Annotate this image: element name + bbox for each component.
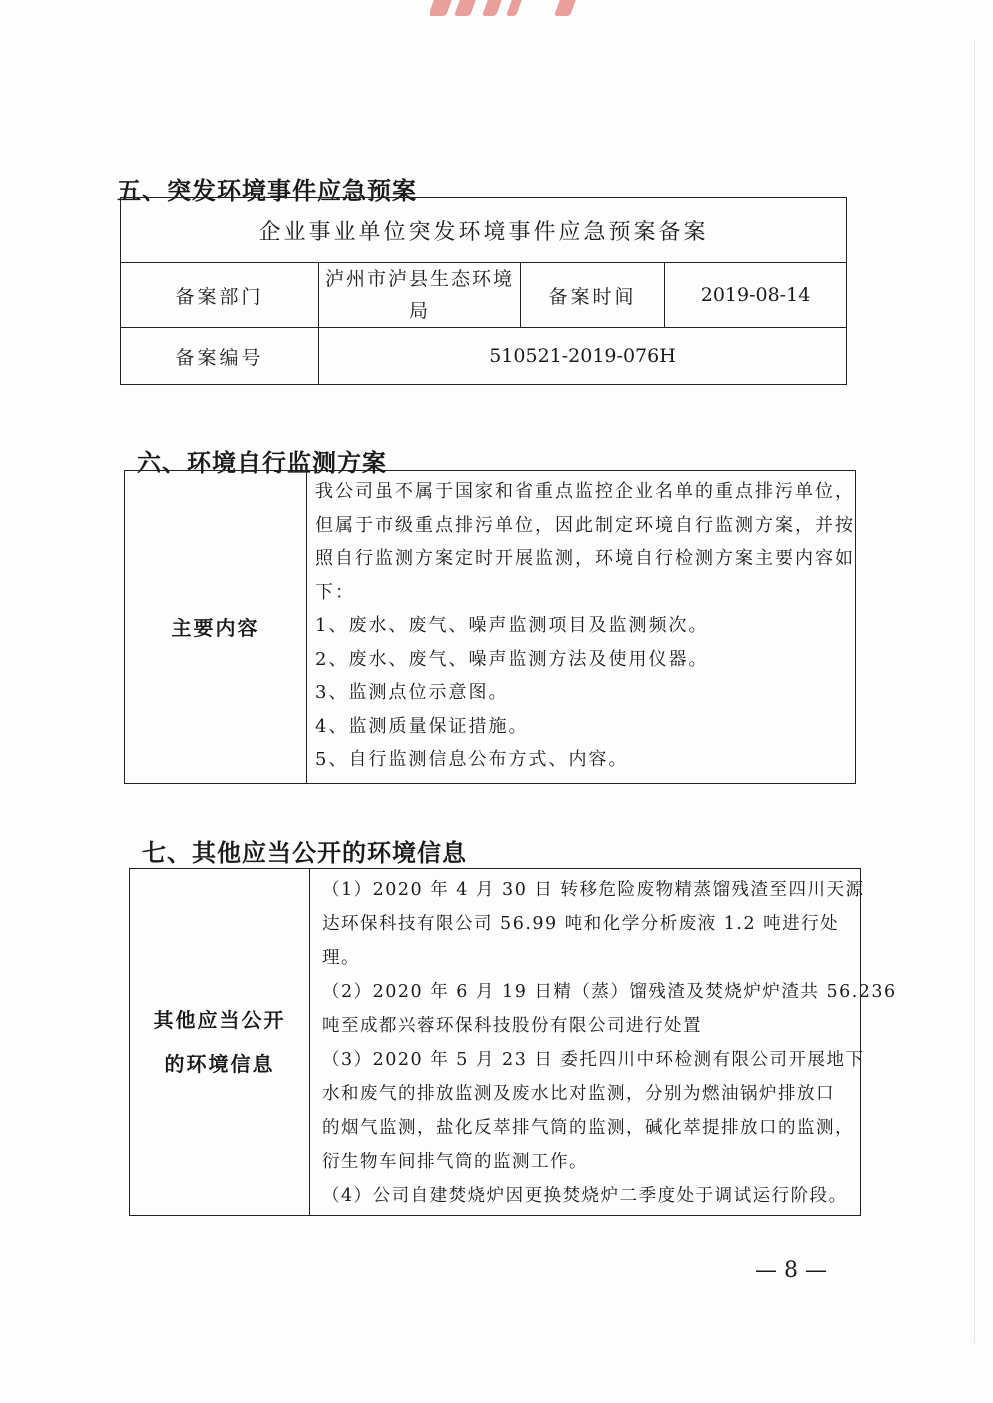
self-monitoring-table [124,470,856,784]
filing-dept-value: 泸州市泸县生态环境 局 [319,263,521,328]
red-seal-fragment [430,0,590,22]
other-info-label: 其他应当公开 的环境信息 [130,869,310,1216]
section-6-heading: 六、环境自行监测方案 [137,449,387,477]
other-info-line: 水和废气的排放监测及废水比对监测，分别为燃油锅炉排放口 [322,1084,835,1104]
monitoring-line: 我公司虽不属于国家和省重点监控企业名单的重点排污单位， [315,481,855,502]
monitoring-content [307,471,856,784]
monitoring-label: 主要内容 [125,471,307,784]
other-info-line: （1）2020 年 4 月 30 日 转移危险废物精蒸馏残渣至四川天源 [322,880,865,900]
monitoring-line: 照自行监测方案定时开展监测，环境自行检测方案主要内容如 [315,548,855,569]
monitoring-line: 5、自行监测信息公布方式、内容。 [315,749,629,770]
filing-dept-label: 备案部门 [121,263,319,328]
monitoring-line: 但属于市级重点排污单位，因此制定环境自行监测方案，并按 [315,514,855,536]
filing-number-label: 备案编号 [121,328,319,385]
other-info-line: 的烟气监测，盐化反萃排气筒的监测，碱化萃提排放口的监测， [322,1118,854,1138]
filing-table-title: 企业事业单位突发环境事件应急预案备案 [121,198,847,263]
monitoring-line: 2、废水、废气、噪声监测方法及使用仪器。 [315,648,709,670]
scan-edge [974,40,975,1343]
monitoring-line: 1、废水、废气、噪声监测项目及监测频次。 [315,615,709,636]
filing-time-label: 备案时间 [521,263,665,328]
filing-time-value: 2019-08-14 [665,263,847,328]
other-info-line: 理。 [322,948,360,968]
other-info-line: 吨至成都兴蓉环保科技股份有限公司进行处置 [322,1016,702,1036]
other-info-line: （4）公司自建焚烧炉因更换焚烧炉二季度处于调试运行阶段。 [322,1186,848,1206]
emergency-plan-filing-table [120,197,847,385]
monitoring-line: 4、监测质量保证措施。 [315,715,529,737]
other-info-content [310,869,897,1216]
other-disclosure-table [129,868,897,1216]
other-info-line: （2）2020 年 6 月 19 日精（蒸）馏残渣及焚烧炉炉渣共 56.236 [322,982,897,1002]
section-7-heading: 七、其他应当公开的环境信息 [142,839,467,867]
other-info-line: （3）2020 年 5 月 23 日 委托四川中环检测有限公司开展地下 [322,1050,865,1070]
monitoring-line: 3、监测点位示意图。 [315,682,509,703]
section-5-heading: 五、突发环境事件应急预案 [117,177,417,205]
other-info-line: 达环保科技有限公司 56.99 吨和化学分析废液 1.2 吨进行处 [322,914,840,934]
other-info-line: 衍生物车间排气筒的监测工作。 [322,1152,588,1172]
filing-number-value: 510521-2019-076H [319,328,847,385]
page-number: — 8 — [755,1258,827,1283]
monitoring-line: 下： [315,581,355,603]
